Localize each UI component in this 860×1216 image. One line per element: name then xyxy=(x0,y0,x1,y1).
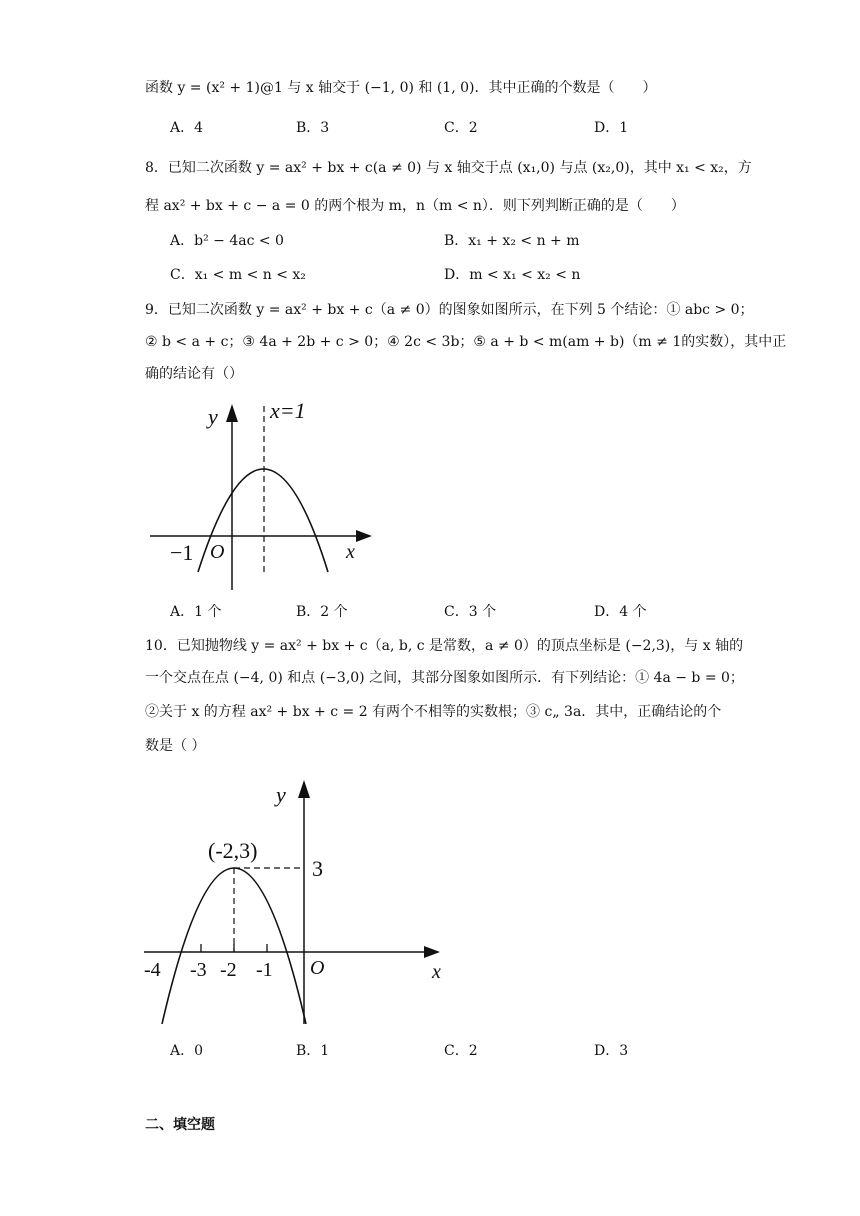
q7-option-d: D．1 xyxy=(594,120,629,136)
q9-line-1: 9．已知二次函数 y = ax² + bx + c（a ≠ 0）的图象如图所示，在下列 5 个结论：① abc > 0； xyxy=(145,302,754,318)
q9-y-arrow-icon xyxy=(226,404,238,422)
q9-line-label: x=1 xyxy=(270,398,306,423)
q10-y-arrow-icon xyxy=(298,780,310,798)
q9-y-label: y xyxy=(208,404,218,429)
q10-x-label: x xyxy=(432,961,441,983)
q9-x-label: x xyxy=(346,541,355,563)
q10-option-c: C．2 xyxy=(444,1043,478,1059)
q10-option-d: D．3 xyxy=(594,1043,629,1059)
q10-parabola-figure xyxy=(140,774,460,1034)
q10-x-tick-label-1: -4 xyxy=(144,959,161,981)
q8-option-a: A．b² − 4ac < 0 xyxy=(170,233,284,249)
q7-option-a: A．4 xyxy=(170,120,204,136)
q10-x-tick-label-3: -2 xyxy=(220,959,237,981)
q9-neg-one-label: −1 xyxy=(170,540,194,565)
q9-origin-label: O xyxy=(210,541,225,563)
q10-vertex-label: (-2,3) xyxy=(208,838,258,863)
q10-x-tick-label-2: -3 xyxy=(190,959,207,981)
q9-option-d: D．4 个 xyxy=(594,604,647,620)
q10-x-tick-label-4: -1 xyxy=(256,959,273,981)
q9-option-a: A．1 个 xyxy=(170,604,222,620)
q10-y-tick-label: 3 xyxy=(312,856,323,881)
q10-line-4: 数是（ ） xyxy=(145,738,206,754)
q10-origin-label: O xyxy=(310,957,325,979)
q9-line-2: ② b < a + c；③ 4a + 2b + c > 0；④ 2c < 3b；⑤ a + b < m(am + b)（m ≠ 1的实数），其中正 xyxy=(145,334,787,350)
q7-option-c: C．2 xyxy=(444,120,478,136)
q7-text: 函数 y = (x² + 1)@1 与 x 轴交于 (−1, 0) 和 (1, 0)．其中正确的个数是（ ） xyxy=(145,80,657,96)
q8-option-b: B．x₁ + x₂ < n + m xyxy=(444,233,580,249)
q8-line-1: 8．已知二次函数 y = ax² + bx + c(a ≠ 0) 与 x 轴交于点 (x₁,0) 与点 (x₂,0)，其中 x₁ < x₂，方 xyxy=(145,160,752,176)
q9-parabola-figure xyxy=(150,396,380,596)
q9-option-c: C．3 个 xyxy=(444,604,497,620)
q10-option-b: B．1 xyxy=(296,1043,330,1059)
q10-line-3: ②关于 x 的方程 ax² + bx + c = 2 有两个不相等的实数根；③ c„ 3a．其中，正确结论的个 xyxy=(145,704,722,720)
q10-x-arrow-icon xyxy=(424,946,440,958)
q10-line-2: 一个交点在点 (−4, 0) 和点 (−3,0) 之间，其部分图象如图所示．有下列结论：① 4a − b = 0； xyxy=(145,670,744,686)
q8-option-d: D．m < x₁ < x₂ < n xyxy=(444,267,581,283)
q10-option-a: A．0 xyxy=(170,1043,204,1059)
q9-line-3: 确的结论有（） xyxy=(145,366,243,382)
q10-line-1: 10．已知抛物线 y = ax² + bx + c（a, b, c 是常数，a ≠ 0）的顶点坐标是 (−2,3)，与 x 轴的 xyxy=(145,638,744,654)
q10-y-label: y xyxy=(276,782,286,807)
q8-option-c: C．x₁ < m < n < x₂ xyxy=(170,267,306,283)
q8-line-2: 程 ax² + bx + c − a = 0 的两个根为 m，n（m < n）．则下列判断正确的是（ ） xyxy=(145,198,685,214)
q7-option-b: B．3 xyxy=(296,120,330,136)
q9-option-b: B．2 个 xyxy=(296,604,348,620)
section-title: 二、填空题 xyxy=(145,1117,215,1133)
q9-x-arrow-icon xyxy=(356,530,372,542)
